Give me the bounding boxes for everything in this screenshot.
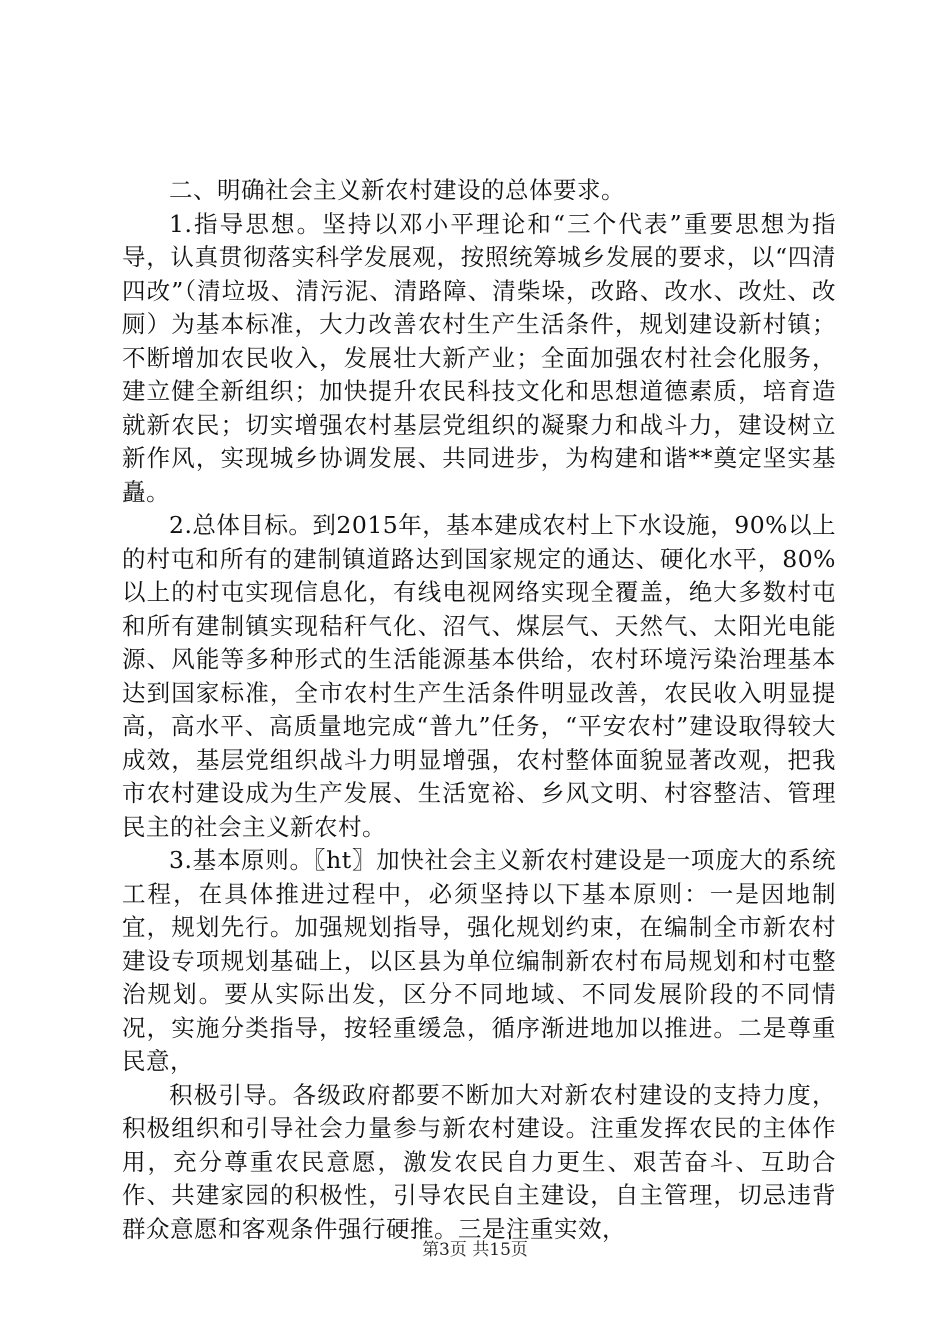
- active-guidance-paragraph: 积极引导。各级政府都要不断加大对新农村建设的支持力度，积极组织和引导社会力量参与新农村建设。注重发挥农民的主体作用，充分尊重农民意愿，激发农民自力更生、艰苦奋斗、互助合作、共建家园的积极性，引导农民自主建设，自主管理，切忌违背群众意愿和客观条件强行硬推。三是注重实效，: [122, 1080, 836, 1243]
- page-number-footer: 第3页 共15页: [422, 1240, 528, 1260]
- overall-goal-paragraph: 2.总体目标。到2015年，基本建成农村上下水设施，90%以上的村屯和所有的建制镇道路达到国家规定的通达、硬化水平，80%以上的村屯实现信息化，有线电视网络实现全覆盖，绝大多数村屯和所有建制镇实现秸秆气化、沼气、煤层气、天然气、太阳光电能源、风能等多种形式的生活能源基本供给，农村环境污染治理基本达到国家标准，全市农村生产生活条件明显改善，农民收入明显提高，高水平、高质量地完成“普九”任务，“平安农村”建设取得较大成效，基层党组织战斗力明显增强，农村整体面貌显著改观，把我市农村建设成为生产发展、生活宽裕、乡风文明、村容整洁、管理民主的社会主义新农村。: [122, 511, 836, 841]
- basic-principles-paragraph: 3.基本原则。〖ht〗加快社会主义新农村建设是一项庞大的系统工程，在具体推进过程中，必须坚持以下基本原则：一是因地制宜，规划先行。加强规划指导，强化规划约束，在编制全市新农村建设专项规划基础上，以区县为单位编制新农村布局规划和村屯整治规划。要从实际出发，区分不同地域、不同发展阶段的不同情况，实施分类指导，按轻重缓急，循序渐进地加以推进。二是尊重民意，: [122, 846, 836, 1075]
- guiding-ideology-paragraph: 1.指导思想。坚持以邓小平理论和“三个代表”重要思想为指导，认真贯彻落实科学发展观，按照统筹城乡发展的要求，以“四清四改”（清垃圾、清污泥、清路障、清柴垛，改路、改水、改灶、改厕）为基本标准，大力改善农村生产生活条件，规划建设新村镇；不断增加农民收入，发展壮大新产业；全面加强农村社会化服务，建立健全新组织；加快提升农民科技文化和思想道德素质，培育造就新农民；切实增强农村基层党组织的凝聚力和战斗力，建设树立新作风，实现城乡协调发展、共同进步，为构建和谐**奠定坚实基矗。: [122, 209, 836, 506]
- document-body: [122, 174, 836, 1246]
- section-heading-paragraph: 二、明确社会主义新农村建设的总体要求。: [169, 176, 625, 204]
